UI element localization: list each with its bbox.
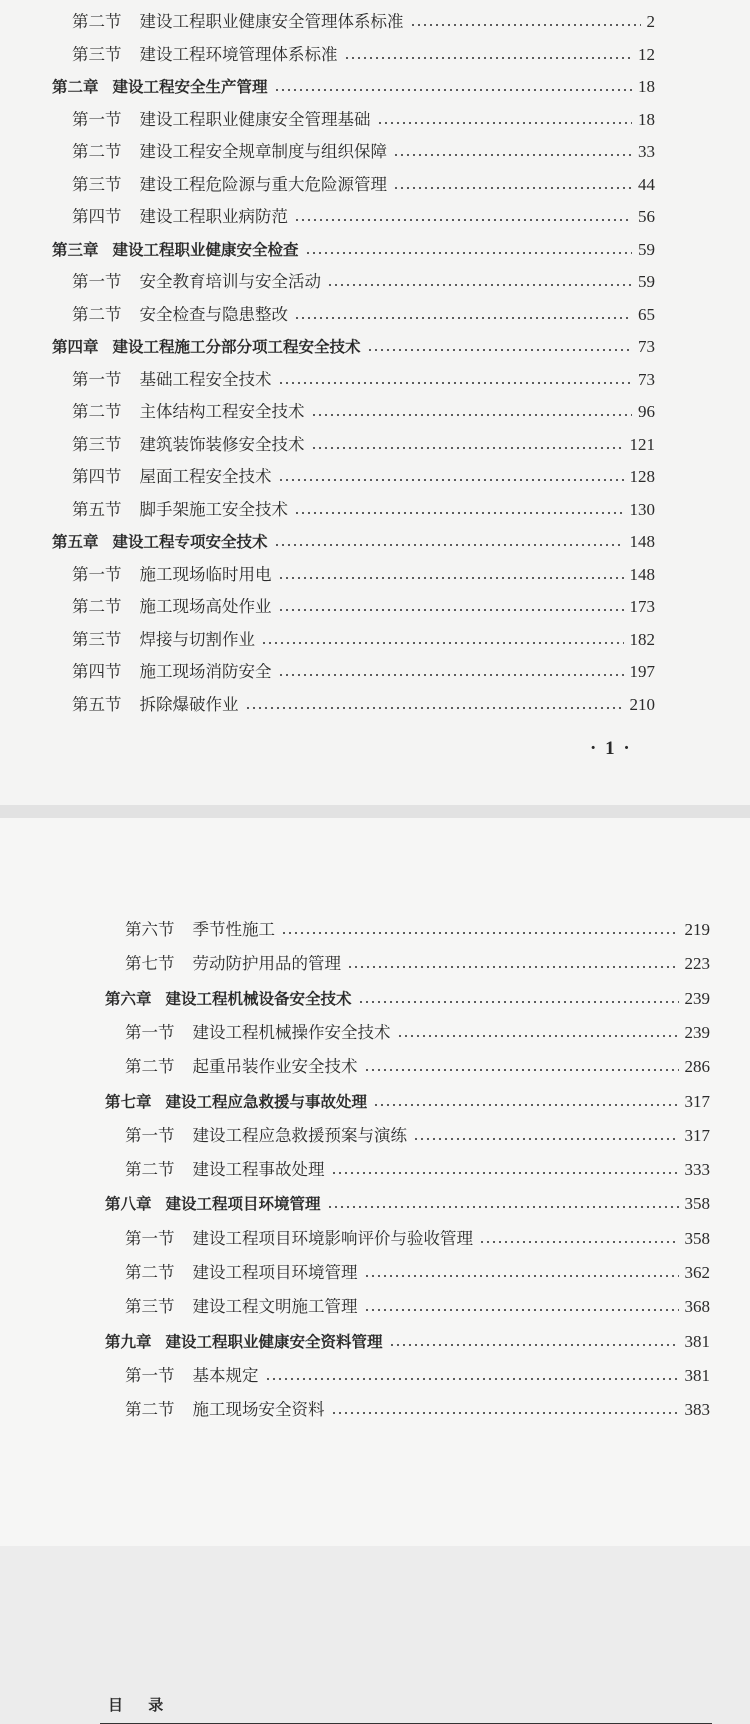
entry-number: 第六章 (105, 989, 152, 1008)
entry-title: 建设工程职业健康安全管理基础 (139, 109, 371, 129)
entry-page-number: 286 (684, 1057, 710, 1077)
entry-number: 第四节 (72, 662, 122, 681)
entry-number: 第九章 (105, 1332, 152, 1351)
toc-section-entry (72, 142, 655, 162)
dot-leader (397, 1034, 679, 1038)
entry-page-number: 381 (684, 1331, 710, 1351)
entry-number: 第八章 (105, 1195, 152, 1214)
toc-page-bottom (0, 818, 750, 1714)
entry-number: 第四章 (52, 338, 99, 356)
entry-page-number: 317 (684, 1125, 710, 1145)
entry-title: 建设工程应急救援与事故处理 (165, 1092, 368, 1111)
dot-leader (331, 1171, 679, 1175)
entry-page-number: 383 (684, 1400, 710, 1420)
entry-title: 施工现场消防安全 (139, 662, 272, 681)
toc-section-entry (125, 1126, 710, 1146)
entry-number: 第二节 (125, 1400, 175, 1420)
toc-section-entry (72, 500, 655, 520)
entry-title: 基本规定 (192, 1365, 259, 1385)
dot-leader (278, 673, 624, 677)
entry-page-number: 239 (684, 988, 710, 1008)
entry-page-number: 317 (684, 1091, 710, 1111)
entry-number: 第二节 (125, 1160, 175, 1180)
entry-number: 第一节 (125, 1228, 175, 1248)
entry-number: 第一节 (125, 1125, 175, 1145)
entry-number: 第一节 (72, 369, 122, 389)
toc-section-entry (72, 370, 655, 390)
entry-number: 第一节 (125, 1365, 175, 1385)
toc-chapter-entry (105, 1332, 710, 1352)
toc-section-entry (72, 110, 655, 130)
entry-title: 屋面工程安全技术 (139, 467, 272, 486)
toc-section-entry (72, 630, 655, 650)
entry-page-number: 219 (684, 920, 710, 939)
dot-leader (393, 153, 632, 157)
entry-title: 焊接与切割作业 (139, 629, 255, 649)
dot-leader (278, 478, 624, 482)
entry-number: 第一节 (72, 109, 122, 129)
entry-page-number: 33 (638, 142, 655, 161)
entry-title: 建设工程项目环境管理 (192, 1263, 358, 1282)
dot-leader (364, 1274, 679, 1278)
entry-page-number: 18 (638, 109, 655, 129)
entry-title: 安全检查与隐患整改 (139, 304, 288, 324)
dot-leader (393, 186, 632, 190)
toc-page-top (0, 0, 750, 805)
dot-leader (347, 965, 679, 969)
entry-number: 第三节 (72, 174, 122, 194)
entry-page-number: 173 (629, 597, 655, 616)
entry-title: 建设工程环境管理体系标准 (139, 44, 338, 64)
entry-title: 施工现场高处作业 (139, 597, 272, 616)
entry-number: 第二节 (72, 304, 122, 324)
dot-leader (327, 283, 632, 287)
toc-section-entry (72, 402, 655, 422)
entry-page-number: 148 (629, 564, 655, 584)
entry-page-number: 44 (638, 174, 655, 194)
dot-leader (281, 931, 679, 935)
entry-title: 建设工程事故处理 (192, 1160, 325, 1180)
entry-title: 建设工程应急救援预案与演练 (192, 1125, 407, 1145)
dot-leader (294, 316, 632, 320)
entry-page-number: 73 (638, 337, 655, 356)
entry-title: 建筑装饰装修安全技术 (139, 434, 305, 454)
entry-title: 建设工程安全生产管理 (112, 78, 268, 96)
toc-section-entry (125, 1023, 710, 1043)
dot-leader (377, 121, 633, 125)
dot-leader (367, 348, 632, 352)
entry-number: 第一节 (125, 1022, 175, 1042)
dot-leader (261, 641, 624, 645)
toc-section-entry (72, 272, 655, 292)
entry-page-number: 56 (638, 207, 655, 226)
entry-title: 建设工程职业病防范 (139, 207, 288, 226)
entry-number: 第二章 (52, 78, 99, 96)
entry-title: 安全教育培训与安全活动 (139, 272, 321, 291)
entry-number: 第五节 (72, 499, 122, 519)
entry-title: 施工现场安全资料 (192, 1400, 325, 1420)
entry-number: 第一节 (72, 564, 122, 584)
entry-title: 建设工程安全规章制度与组织保障 (139, 142, 387, 161)
entry-page-number: 65 (638, 304, 655, 324)
entry-page-number: 358 (684, 1194, 710, 1214)
entry-page-number: 73 (638, 369, 655, 389)
toc-section-entry (72, 12, 655, 32)
toc-chapter-entry (105, 1092, 710, 1112)
dot-leader (479, 1240, 679, 1244)
dot-leader (274, 88, 632, 92)
entry-title: 季节性施工 (192, 920, 275, 939)
toc-section-entry (72, 435, 655, 455)
entry-number: 第二节 (125, 1057, 175, 1077)
entry-page-number: 2 (646, 12, 655, 31)
entry-number: 第三节 (125, 1297, 175, 1317)
entry-page-number: 239 (684, 1022, 710, 1042)
entry-number: 第五节 (72, 694, 122, 714)
dot-leader (278, 381, 633, 385)
entry-page-number: 148 (629, 532, 655, 551)
entry-page-number: 18 (638, 77, 655, 96)
dot-leader (364, 1068, 679, 1072)
entry-title: 建设工程专项安全技术 (112, 533, 268, 551)
entry-title: 建设工程项目环境影响评价与验收管理 (192, 1228, 473, 1248)
toc-section-entry (72, 207, 655, 227)
toc-chapter-entry (52, 77, 655, 97)
entry-number: 第三节 (72, 434, 122, 454)
toc-section-entry (125, 1057, 710, 1077)
dot-leader (358, 1000, 679, 1004)
toc-chapter-entry (52, 337, 655, 357)
entry-title: 基础工程安全技术 (139, 369, 272, 389)
toc-section-entry (72, 467, 655, 487)
dot-leader (265, 1377, 679, 1381)
entry-page-number: 333 (684, 1160, 710, 1180)
entry-title: 建设工程危险源与重大危险源管理 (139, 174, 387, 194)
entry-number: 第七节 (125, 954, 175, 974)
entry-page-number: 197 (629, 662, 655, 681)
entry-page-number: 121 (629, 434, 655, 454)
entry-number: 第三章 (52, 240, 99, 259)
dot-leader (278, 608, 624, 612)
toc-section-entry (125, 920, 710, 940)
dot-leader (413, 1137, 679, 1141)
page-folio: · 1 · (590, 738, 632, 759)
entry-title: 主体结构工程安全技术 (139, 402, 305, 421)
entry-page-number: 130 (629, 499, 655, 519)
entry-page-number: 182 (629, 629, 655, 649)
entry-title: 建设工程机械设备安全技术 (165, 989, 352, 1008)
entry-page-number: 128 (629, 467, 655, 486)
entry-title: 脚手架施工安全技术 (139, 499, 288, 519)
page-gap (0, 805, 750, 818)
entry-page-number: 362 (684, 1263, 710, 1282)
entry-number: 第五章 (52, 533, 99, 551)
toc-section-entry (125, 1263, 710, 1283)
entry-number: 第六节 (125, 920, 175, 939)
toc-section-entry (72, 662, 655, 682)
dot-leader (278, 576, 624, 580)
toc-section-entry (125, 1297, 710, 1317)
entry-title: 建设工程项目环境管理 (165, 1195, 321, 1214)
entry-title: 建设工程职业健康安全管理体系标准 (139, 12, 404, 31)
toc-chapter-entry (52, 532, 655, 552)
dot-leader (294, 218, 632, 222)
dot-leader (311, 446, 624, 450)
dot-leader (373, 1103, 678, 1107)
entry-number: 第四节 (72, 467, 122, 486)
toc-section-entry (72, 175, 655, 195)
toc-section-entry (72, 695, 655, 715)
dot-leader (389, 1343, 679, 1347)
entry-title: 建设工程施工分部分项工程安全技术 (112, 338, 361, 356)
entry-number: 第七章 (105, 1092, 152, 1111)
toc-section-entry (125, 1229, 710, 1249)
toc-chapter-entry (52, 240, 655, 260)
entry-page-number: 358 (684, 1228, 710, 1248)
toc-section-entry (125, 954, 710, 974)
toc-section-entry (72, 565, 655, 585)
dot-leader (410, 23, 641, 27)
toc-chapter-entry (105, 1194, 710, 1214)
toc-section-entry (72, 45, 655, 65)
dot-leader (311, 413, 633, 417)
toc-section-entry (72, 305, 655, 325)
toc-section-entry (125, 1366, 710, 1386)
entry-number: 第四节 (72, 207, 122, 226)
toc-section-entry (72, 597, 655, 617)
entry-page-number: 210 (629, 694, 655, 714)
toc-section-entry (125, 1160, 710, 1180)
dot-leader (294, 511, 624, 515)
entry-number: 第三节 (72, 629, 122, 649)
toc-chapter-entry (105, 989, 710, 1009)
entry-number: 第二节 (72, 597, 122, 616)
entry-page-number: 223 (684, 954, 710, 974)
dot-leader (305, 251, 632, 255)
dot-leader (274, 543, 624, 547)
entry-title: 建设工程文明施工管理 (192, 1297, 358, 1317)
entry-page-number: 59 (638, 272, 655, 291)
entry-title: 劳动防护用品的管理 (192, 954, 341, 974)
entry-title: 拆除爆破作业 (139, 694, 239, 714)
entry-title: 建设工程机械操作安全技术 (192, 1022, 391, 1042)
entry-page-number: 59 (638, 239, 655, 259)
entry-page-number: 96 (638, 402, 655, 421)
dot-leader (331, 1411, 679, 1415)
entry-page-number: 381 (684, 1365, 710, 1385)
entry-number: 第二节 (72, 142, 122, 161)
dot-leader (327, 1205, 679, 1209)
entry-title: 施工现场临时用电 (139, 564, 272, 584)
entry-page-number: 368 (684, 1297, 710, 1317)
entry-number: 第二节 (72, 12, 122, 31)
dot-leader (344, 56, 633, 60)
entry-number: 第三节 (72, 44, 122, 64)
entry-number: 第二节 (72, 402, 122, 421)
entry-number: 第二节 (125, 1263, 175, 1282)
entry-number: 第一节 (72, 272, 122, 291)
running-head: 目 录 (108, 1696, 174, 1714)
toc-section-entry (125, 1400, 710, 1420)
entry-title: 起重吊装作业安全技术 (192, 1057, 358, 1077)
entry-title: 建设工程职业健康安全检查 (112, 240, 299, 259)
dot-leader (245, 706, 624, 710)
entry-page-number: 12 (638, 44, 655, 64)
dot-leader (364, 1308, 679, 1312)
entry-title: 建设工程职业健康安全资料管理 (165, 1332, 383, 1351)
